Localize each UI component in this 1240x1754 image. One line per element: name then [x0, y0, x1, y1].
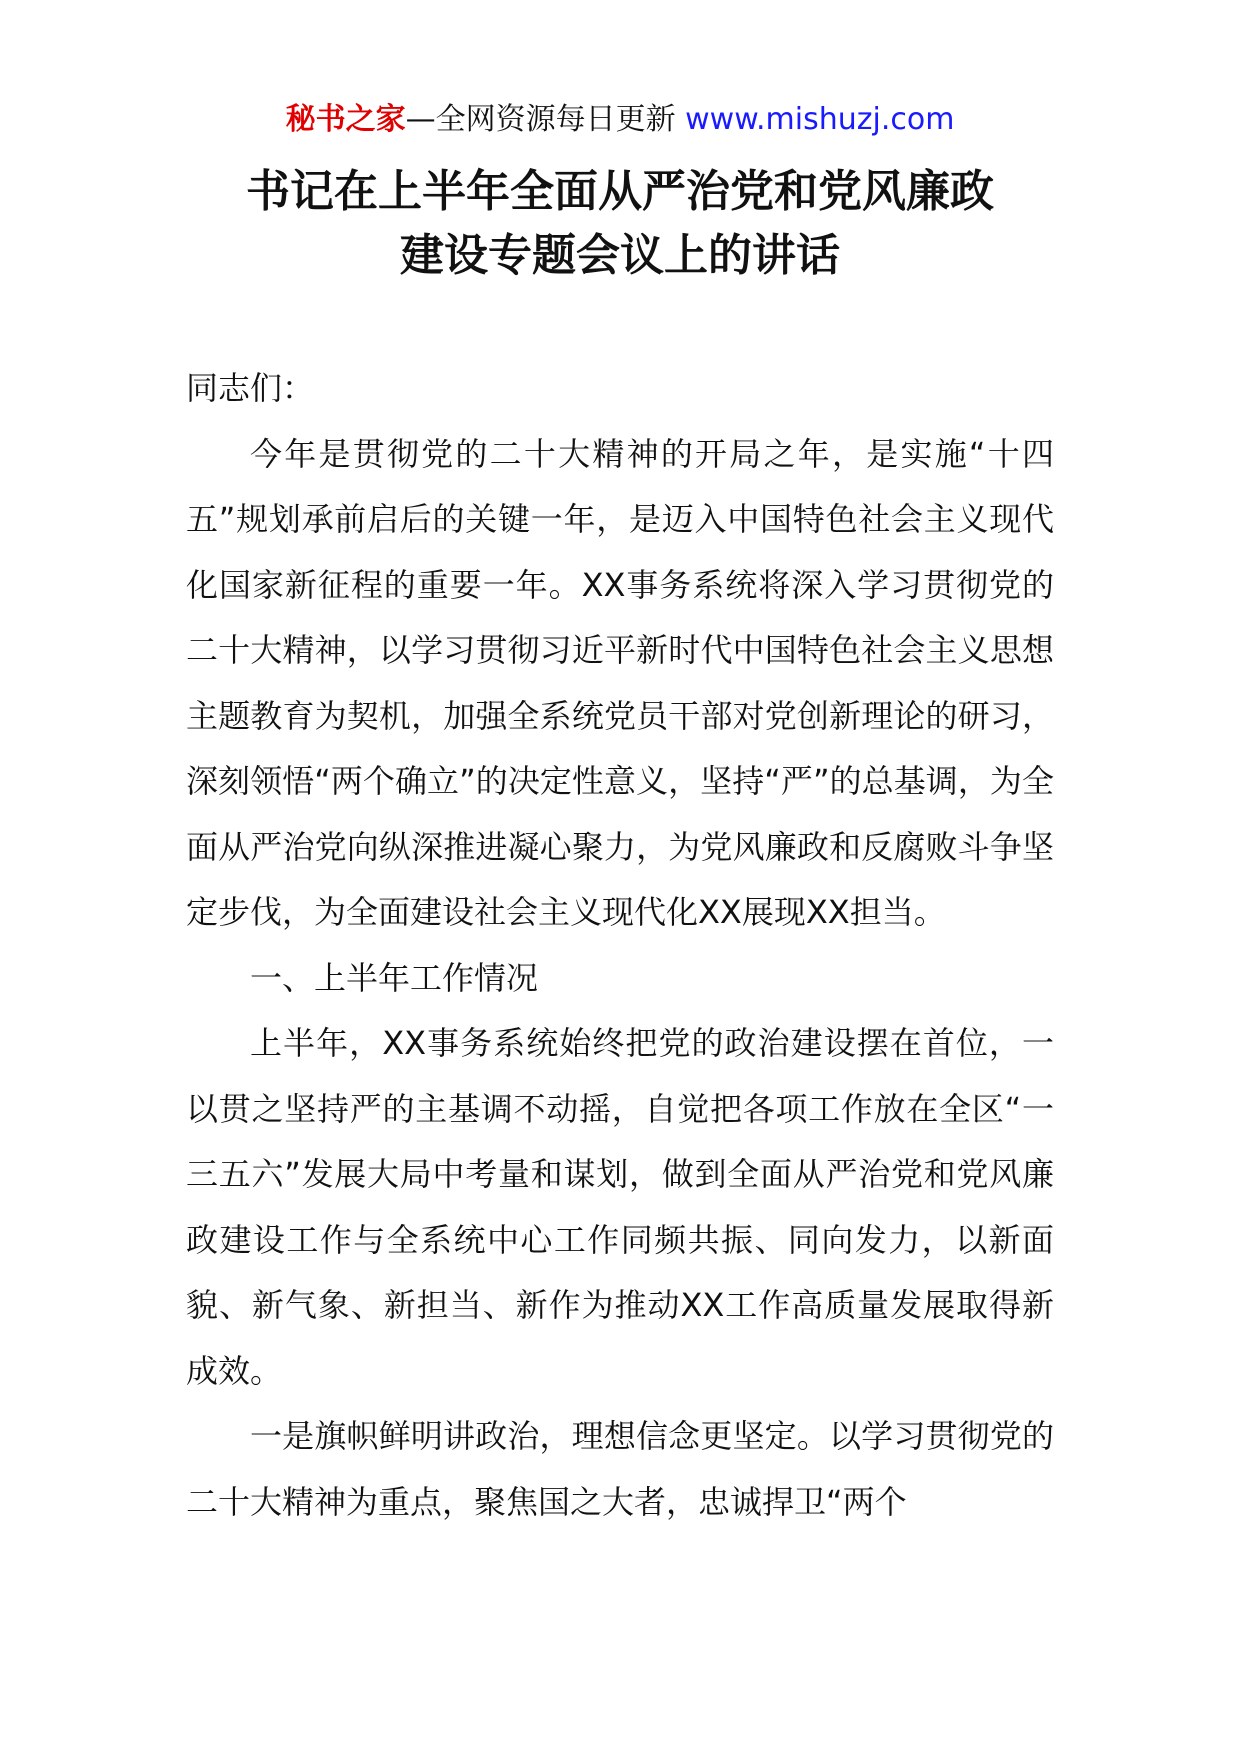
paragraph-point-one: 一是旗帜鲜明讲政治，理想信念更坚定。以学习贯彻党的二十大精神为重点，聚焦国之大者，忠诚捍卫“两个	[186, 1417, 1054, 1521]
paragraph-summary: 上半年，XX事务系统始终把党的政治建设摆在首位，一以贯之坚持严的主基调不动摇，自觉把各项工作放在全区“一三五六”发展大局中考量和谋划，做到全面从严治党和党风廉政建设工作与全系统中心工作同频共振、同向发力，以新面貌、新气象、新担当、新作为推动XX工作高质量发展取得新成效。	[186, 1024, 1054, 1390]
title-line-2: 建设专题会议上的讲话	[400, 230, 840, 281]
salutation: 同志们：	[186, 369, 315, 407]
section-heading: 一、上半年工作情况	[250, 958, 539, 997]
paragraph-intro: 今年是贯彻党的二十大精神的开局之年，是实施“十四五”规划承前启后的关键一年，是迈入中国特色社会主义现代化国家新征程的重要一年。XX事务系统将深入学习贯彻党的二十大精神，以学习贯彻习近平新时代中国特色社会主义思想主题教育为契机，加强全系统党员干部对党创新理论的研习，深刻领悟“两个确立”的决定性意义，坚持“严”的总基调，为全面从严治党向纵深推进凝心聚力，为党风廉政和反腐败斗争坚定步伐，为全面建设社会主义现代化XX展现XX担当。	[186, 434, 1054, 931]
brand-name: 秘书之家	[285, 102, 406, 137]
header-tagline: —全网资源每日更新	[405, 102, 676, 137]
site-header	[0, 98, 1240, 142]
document-body	[186, 356, 1054, 1535]
site-url-link[interactable]: www.mishuzj.com	[685, 102, 955, 137]
title-line-1: 书记在上半年全面从严治党和党风廉政	[246, 166, 994, 217]
document-title	[140, 160, 1100, 288]
